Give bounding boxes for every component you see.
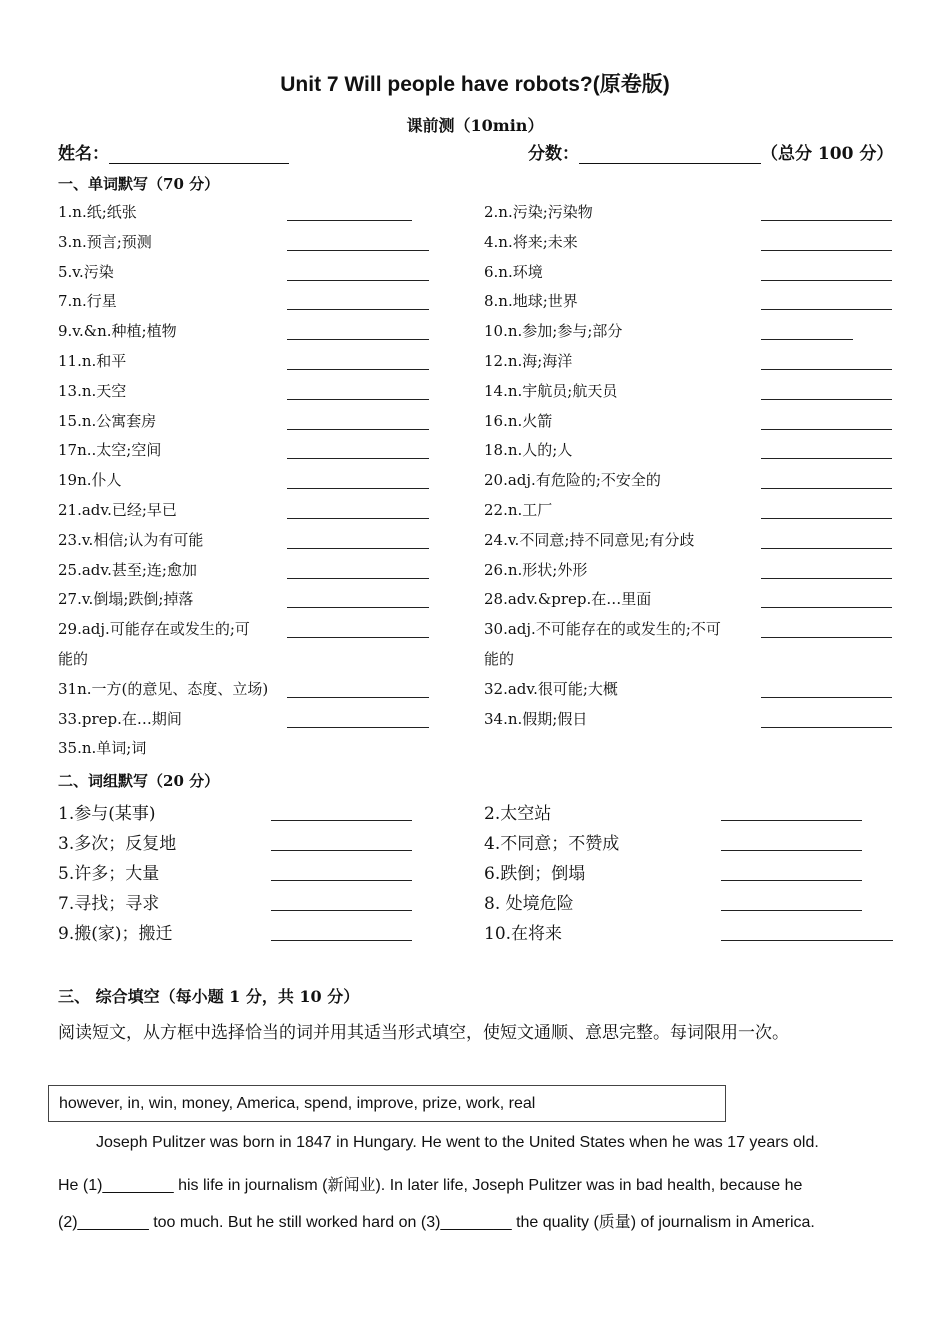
word-prompt: 16.n.火箭 [484, 411, 553, 430]
word-prompt: 22.n.工厂 [484, 501, 553, 519]
word-prompt: 20.adj.有危险的;不安全的 [484, 471, 661, 490]
phrase-prompt: 4.不同意；不赞成 [484, 834, 620, 854]
answer-blank[interactable] [287, 458, 429, 459]
answer-blank[interactable] [287, 637, 429, 638]
section1-heading: 一、单词默写（70 分） [58, 175, 220, 193]
word-prompt: 26.n.形状;外形 [484, 560, 588, 579]
answer-blank[interactable] [761, 607, 892, 608]
word-prompt: 3.n.预言;预测 [58, 232, 152, 251]
answer-blank[interactable] [721, 940, 893, 941]
passage-line-1: Joseph Pulitzer was born in 1847 in Hungary. He went to the United States when he was 17 years old. [96, 1134, 819, 1151]
word-prompt: 25.adv.甚至;连;愈加 [58, 560, 197, 579]
answer-blank[interactable] [287, 429, 429, 430]
word-prompt: 13.n.天空 [58, 381, 127, 400]
phrase-prompt: 3.多次；反复地 [58, 834, 177, 854]
answer-blank[interactable] [287, 220, 412, 221]
answer-blank[interactable] [761, 399, 892, 400]
phrase-prompt: 1.参与(某事) [58, 804, 156, 824]
word-prompt: 29.adj.可能存在或发生的;可 [58, 620, 250, 639]
answer-blank[interactable] [287, 339, 429, 340]
name-field [58, 139, 289, 164]
answer-blank[interactable] [721, 880, 862, 881]
answer-blank[interactable] [287, 250, 429, 251]
answer-blank[interactable] [761, 369, 892, 370]
answer-blank[interactable] [287, 578, 429, 579]
phrase-prompt: 2.太空站 [484, 804, 552, 824]
answer-blank[interactable] [287, 697, 429, 698]
total-label: （总分 100 分） [761, 144, 894, 164]
word-prompt: 30.adj.不可能存在的或发生的;不可 [484, 620, 721, 639]
answer-blank[interactable] [761, 548, 892, 549]
word-prompt: 34.n.假期;假日 [484, 709, 588, 728]
phrase-prompt: 5.许多；大量 [58, 864, 160, 884]
answer-blank[interactable] [761, 429, 892, 430]
answer-blank[interactable] [761, 220, 892, 221]
answer-blank[interactable] [761, 637, 892, 638]
word-prompt: 11.n.和平 [58, 352, 127, 370]
word-prompt: 1.n.纸;纸张 [58, 203, 137, 221]
answer-blank[interactable] [271, 850, 412, 851]
answer-blank[interactable] [761, 488, 892, 489]
answer-blank[interactable] [761, 697, 892, 698]
score-field [528, 139, 893, 164]
phrase-prompt: 9.搬(家)；搬迁 [58, 924, 173, 944]
answer-blank[interactable] [761, 458, 892, 459]
answer-blank[interactable] [287, 399, 429, 400]
section3-heading: 三、 综合填空（每小题 1 分，共 10 分） [58, 987, 360, 1006]
word-prompt: 27.v.倒塌;跌倒;掉落 [58, 590, 194, 609]
word-prompt: 5.v.污染 [58, 262, 114, 281]
word-prompt: 24.v.不同意;持不同意见;有分歧 [484, 530, 695, 549]
word-prompt: 14.n.宇航员;航天员 [484, 381, 618, 400]
answer-blank[interactable] [761, 727, 892, 728]
word-prompt: 19n.仆人 [58, 471, 122, 490]
answer-blank[interactable] [761, 250, 892, 251]
answer-blank[interactable] [287, 369, 429, 370]
answer-blank[interactable] [287, 548, 429, 549]
name-blank[interactable] [109, 147, 289, 164]
phrase-prompt: 6.跌倒；倒塌 [484, 864, 586, 884]
answer-blank[interactable] [287, 280, 429, 281]
word-bank-box: however, in, win, money, America, spend, improve, prize, work, real [48, 1085, 726, 1122]
word-prompt: 15.n.公寓套房 [58, 411, 157, 430]
answer-blank[interactable] [287, 607, 429, 608]
word-prompt: 8.n.地球;世界 [484, 292, 578, 311]
word-prompt: 21.adv.已经;早已 [58, 501, 177, 519]
answer-blank[interactable] [271, 940, 412, 941]
answer-blank[interactable] [761, 339, 853, 340]
answer-blank[interactable] [761, 309, 892, 310]
word-prompt: 10.n.参加;参与;部分 [484, 322, 623, 341]
word-prompt-continued: 能的 [484, 650, 515, 668]
page-subtitle: 课前测（10min） [406, 116, 544, 135]
word-prompt: 2.n.污染;污染物 [484, 203, 593, 221]
word-prompt: 18.n.人的;人 [484, 441, 573, 460]
answer-blank[interactable] [271, 880, 412, 881]
answer-blank[interactable] [271, 820, 412, 821]
answer-blank[interactable] [761, 518, 892, 519]
answer-blank[interactable] [761, 280, 892, 281]
answer-blank[interactable] [287, 727, 429, 728]
word-prompt: 12.n.海;海洋 [484, 352, 573, 370]
word-prompt: 32.adv.很可能;大概 [484, 679, 618, 698]
phrase-prompt: 10.在将来 [484, 924, 563, 944]
answer-blank[interactable] [287, 518, 429, 519]
answer-blank[interactable] [287, 488, 429, 489]
answer-blank[interactable] [287, 309, 429, 310]
word-prompt: 23.v.相信;认为有可能 [58, 530, 204, 549]
answer-blank[interactable] [721, 910, 862, 911]
word-prompt: 4.n.将来;未来 [484, 232, 578, 251]
word-prompt: 28.adv.&prep.在…里面 [484, 590, 652, 609]
answer-blank[interactable] [721, 820, 862, 821]
phrase-prompt: 8. 处境危险 [484, 894, 574, 914]
word-prompt: 35.n.单词;词 [58, 739, 147, 758]
passage-line-2: He (1)________ his life in journalism (新闻业). In later life, Joseph Pulitzer was in bad health, because he [58, 1177, 803, 1194]
word-prompt: 17n..太空;空间 [58, 441, 162, 460]
answer-blank[interactable] [721, 850, 862, 851]
section2-heading: 二、词组默写（20 分） [58, 772, 220, 790]
word-prompt: 6.n.环境 [484, 262, 543, 281]
word-prompt-continued: 能的 [58, 650, 89, 668]
passage-line-3: (2)________ too much. But he still worked hard on (3)________ the quality (质量) of journalism in America. [58, 1214, 815, 1231]
section3-instruction: 阅读短文，从方框中选择恰当的词并用其适当形式填空，使短文通顺、意思完整。每词限用一次。 [58, 1023, 789, 1043]
word-prompt: 33.prep.在…期间 [58, 709, 182, 728]
answer-blank[interactable] [271, 910, 412, 911]
answer-blank[interactable] [761, 578, 892, 579]
word-prompt: 9.v.&n.种植;植物 [58, 322, 177, 341]
word-prompt: 7.n.行星 [58, 292, 117, 311]
score-blank[interactable] [579, 147, 761, 164]
page-title: Unit 7 Will people have robots?(原卷版) [280, 73, 670, 96]
score-label: 分数： [528, 144, 579, 164]
name-label: 姓名： [58, 144, 109, 164]
phrase-prompt: 7.寻找；寻求 [58, 894, 160, 914]
word-prompt: 31n.一方(的意见、态度、立场) [58, 679, 269, 698]
